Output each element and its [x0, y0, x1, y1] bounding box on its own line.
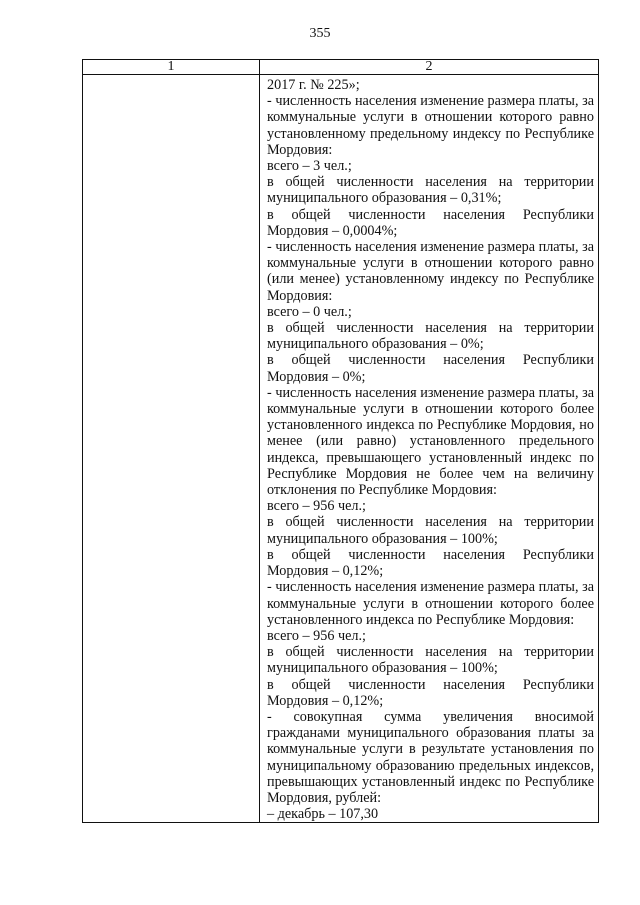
paragraph: всего – 0 чел.; [267, 303, 352, 320]
table-row [83, 75, 599, 823]
paragraph: - совокупная сумма увеличения вносимой гражданами муниципального образования платы за коммунальные услуги в результате установления по муниципальному образованию предельных индексов, превышающих установленный индекс по Республике Мордовия, рублей: [267, 708, 594, 806]
column-1-cell [83, 75, 260, 823]
paragraph: всего – 3 чел.; [267, 158, 352, 175]
paragraph: - численность населения изменение размера платы, за коммунальные услуги в отношении которого равно установленному предельному индексу по Республике Мордовия: [267, 93, 594, 158]
table-header-row [83, 60, 599, 75]
column-header-1: 1 [83, 60, 260, 75]
paragraph-list [267, 77, 594, 822]
content-table [82, 59, 599, 823]
paragraph: в общей численности населения на территории муниципального образования – 100%; [267, 644, 594, 677]
page-number: 355 [309, 26, 331, 41]
paragraph: - численность населения изменение размера платы, за коммунальные услуги в отношении которого более установленного индекса по Республике Мордовия, но менее (или равно) установленного предельного индекса, превышающего установленный индекс по Республике Мордовия не более чем на величину отклонения по Республике Мордовия: [267, 384, 594, 499]
column-header-2: 2 [260, 60, 599, 75]
paragraph: всего – 956 чел.; [267, 627, 366, 644]
paragraph: – декабрь – 107,30 [267, 806, 379, 823]
paragraph: в общей численности населения Республики Мордовия – 0%; [267, 352, 594, 385]
paragraph: - численность населения изменение размера платы, за коммунальные услуги в отношении которого более установленного индекса по Республике Мордовия: [267, 579, 594, 628]
paragraph: в общей численности населения Республики Мордовия – 0,12%; [267, 676, 594, 709]
paragraph: в общей численности населения Республики Мордовия – 0,12%; [267, 546, 594, 580]
column-2-cell [260, 75, 599, 823]
paragraph: 2017 г. № 225»; [267, 77, 360, 93]
paragraph: в общей численности населения на территории муниципального образования – 100%; [267, 514, 594, 547]
paragraph: в общей численности населения на территории муниципального образования – 0%; [267, 320, 594, 353]
paragraph: - численность населения изменение размера платы, за коммунальные услуги в отношении которого равно (или менее) установленному индексу по Республике Мордовия: [267, 239, 594, 304]
paragraph: в общей численности населения Республики Мордовия – 0,0004%; [267, 206, 594, 239]
paragraph: в общей численности населения на территории муниципального образования – 0,31%; [267, 174, 594, 207]
paragraph: всего – 956 чел.; [267, 498, 366, 515]
